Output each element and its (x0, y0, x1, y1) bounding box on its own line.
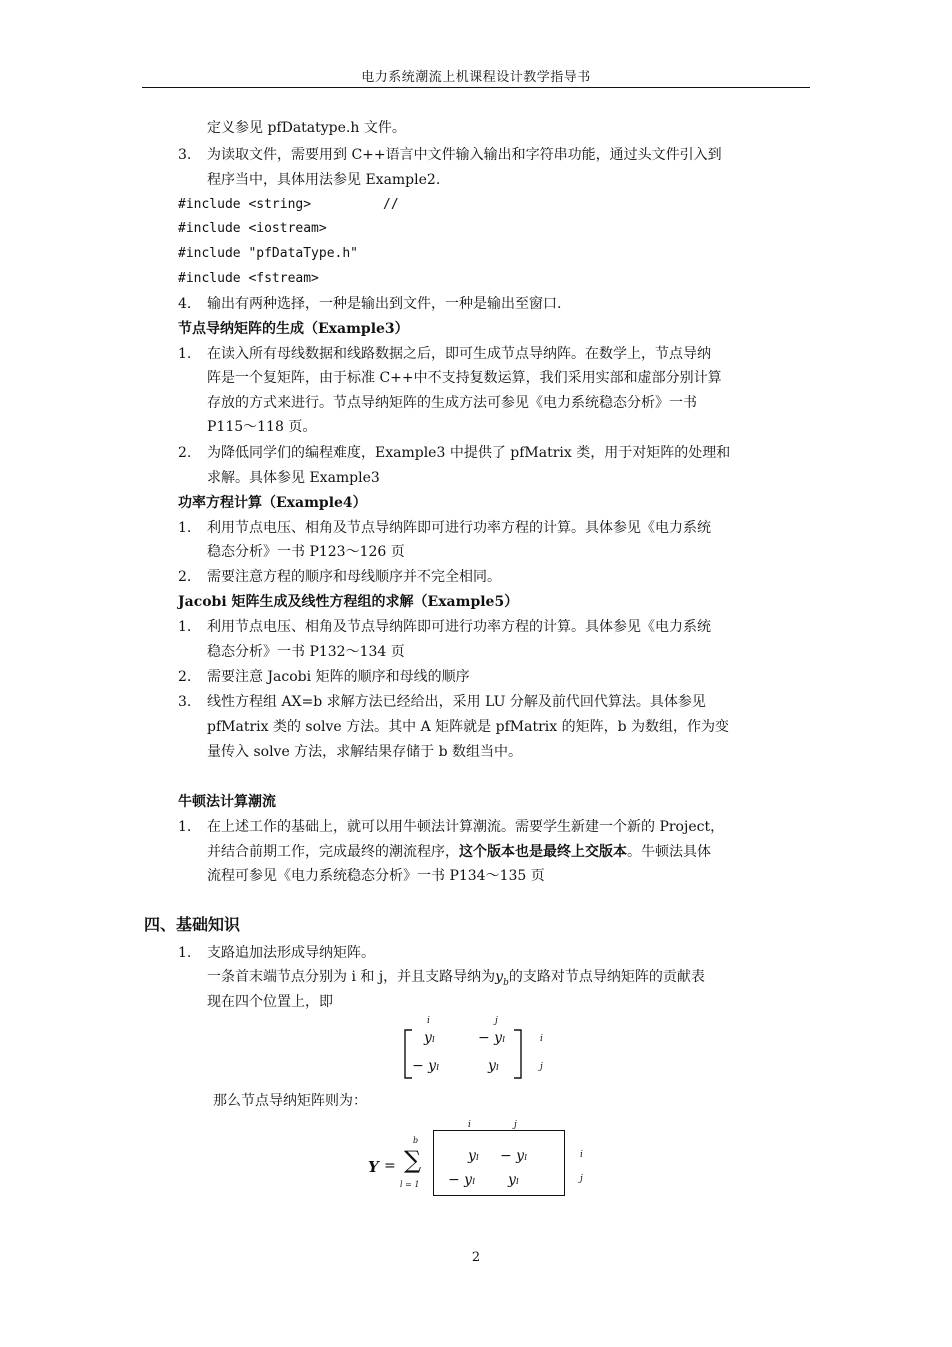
list-number: 3. (178, 694, 192, 710)
matrix-cell: − yₗ (448, 1172, 476, 1188)
text-line: 求解。具体参见 Example3 (207, 470, 380, 486)
text-line: 在上述工作的基础上，就可以用牛顿法计算潮流。需要学生新建一个新的 Project， (207, 819, 725, 835)
list-number: 1. (178, 619, 192, 635)
page-number: 2 (471, 1250, 481, 1265)
text-line: 程序当中，具体用法参见 Example2. (207, 172, 441, 188)
list-number: 4. (178, 296, 192, 312)
text-span: 一条首末端节点分别为 i 和 j，并且支路导纳为 (207, 969, 496, 985)
list-number: 2. (178, 445, 192, 461)
column-label-i: i (427, 1016, 430, 1026)
code-line: #include <iostream> (178, 221, 327, 236)
text-line: 需要注意 Jacobi 矩阵的顺序和母线的顺序 (207, 669, 470, 685)
matrix-cell: yₗ (468, 1148, 480, 1164)
text-line: 定义参见 pfDatatype.h 文件。 (207, 120, 406, 136)
sum-lower-limit: l = 1 (400, 1180, 420, 1189)
matrix-symbol-Y: Y (368, 1158, 379, 1176)
equals-sign: = (384, 1158, 396, 1174)
text-line (207, 968, 705, 992)
text-span: 。牛顿法具体 (627, 844, 711, 860)
row-label-j: j (580, 1174, 583, 1184)
right-bracket-icon (512, 1028, 524, 1080)
text-line: 阵是一个复矩阵，由于标准 C++中不支持复数运算，我们采用实部和虚部分别计算 (207, 370, 722, 386)
section-heading: 节点导纳矩阵的生成（Example3） (178, 321, 409, 337)
list-number: 2. (178, 569, 192, 585)
text-line: 在读入所有母线数据和线路数据之后，即可生成节点导纳阵。在数学上，节点导纳 (207, 346, 711, 362)
code-line: #include "pfDataType.h" (178, 246, 359, 261)
text-span: 的支路对节点导纳矩阵的贡献表 (508, 969, 705, 985)
text-line: 线性方程组 AX=b 求解方法已经给出，采用 LU 分解及前代回代算法。具体参见 (207, 694, 706, 710)
admittance-matrix-formula (364, 1118, 594, 1210)
list-number: 2. (178, 669, 192, 685)
text-line: 存放的方式来进行。节点导纳矩阵的生成方法可参见《电力系统稳态分析》一书 (207, 395, 697, 411)
column-label-i: i (468, 1120, 471, 1130)
matrix-cell: yₗ (488, 1058, 500, 1074)
text-line: 稳态分析》一书 P123～126 页 (207, 544, 405, 560)
emphasis-text: 这个版本也是最终上交版本 (459, 844, 627, 860)
list-number: 1. (178, 945, 192, 961)
text-line: 量传入 solve 方法，求解结果存储于 b 数组当中。 (207, 744, 523, 760)
column-label-j: j (495, 1016, 498, 1026)
section-heading: 牛顿法计算潮流 (178, 794, 276, 810)
text-line: 稳态分析》一书 P132～134 页 (207, 644, 405, 660)
list-number: 1. (178, 520, 192, 536)
text-line (207, 843, 711, 861)
matrix-cell: yₗ (424, 1030, 436, 1046)
sum-icon: ∑ (404, 1146, 422, 1174)
row-label-i: i (540, 1034, 543, 1044)
code-line: #include <fstream> (178, 271, 319, 286)
matrix-cell: yₗ (508, 1172, 520, 1188)
section-heading: 功率方程计算（Example4） (178, 495, 367, 511)
text-line: pfMatrix 类的 solve 方法。其中 A 矩阵就是 pfMatrix 的矩阵，b 为数组，作为变 (207, 719, 729, 735)
text-line: 利用节点电压、相角及节点导纳阵即可进行功率方程的计算。具体参见《电力系统 (207, 619, 711, 635)
code-comment: // (383, 197, 399, 212)
text-line: P115～118 页。 (207, 419, 317, 435)
page-header: 电力系统潮流上机课程设计教学指导书 (361, 70, 591, 85)
admittance-symbol: $y_b$ (495, 969, 509, 988)
code-line: #include <string> (178, 197, 312, 212)
text-line: 现在四个位置上，即 (207, 994, 333, 1010)
list-number: 1. (178, 819, 192, 835)
text-line: 需要注意方程的顺序和母线顺序并不完全相同。 (207, 569, 501, 585)
sum-upper-limit: b (413, 1136, 419, 1145)
matrix-cell: − yₗ (478, 1030, 506, 1046)
matrix-cell: − yₗ (412, 1058, 440, 1074)
text-line: 为降低同学们的编程难度，Example3 中提供了 pfMatrix 类，用于对矩阵的处理和 (207, 445, 731, 461)
text-line: 输出有两种选择，一种是输出到文件，一种是输出至窗口. (207, 296, 562, 312)
header-rule (142, 87, 810, 88)
list-number: 1. (178, 346, 192, 362)
branch-contribution-matrix (396, 1016, 556, 1082)
text-line: 那么节点导纳矩阵则为： (213, 1093, 367, 1109)
chapter-heading: 四、基础知识 (144, 915, 241, 934)
row-label-j: j (540, 1062, 543, 1072)
row-label-i: i (580, 1150, 583, 1160)
text-line: 支路追加法形成导纳矩阵。 (207, 945, 375, 961)
matrix-cell: − yₗ (500, 1148, 528, 1164)
text-span: 并结合前期工作，完成最终的潮流程序， (207, 844, 459, 860)
text-line: 为读取文件，需要用到 C++语言中文件输入输出和字符串功能，通过头文件引入到 (207, 147, 722, 163)
list-number: 3. (178, 147, 192, 163)
text-line: 流程可参见《电力系统稳态分析》一书 P134～135 页 (207, 868, 545, 884)
column-label-j: j (514, 1120, 517, 1130)
section-heading: Jacobi 矩阵生成及线性方程组的求解（Example5） (178, 594, 519, 610)
text-line: 利用节点电压、相角及节点导纳阵即可进行功率方程的计算。具体参见《电力系统 (207, 520, 711, 536)
